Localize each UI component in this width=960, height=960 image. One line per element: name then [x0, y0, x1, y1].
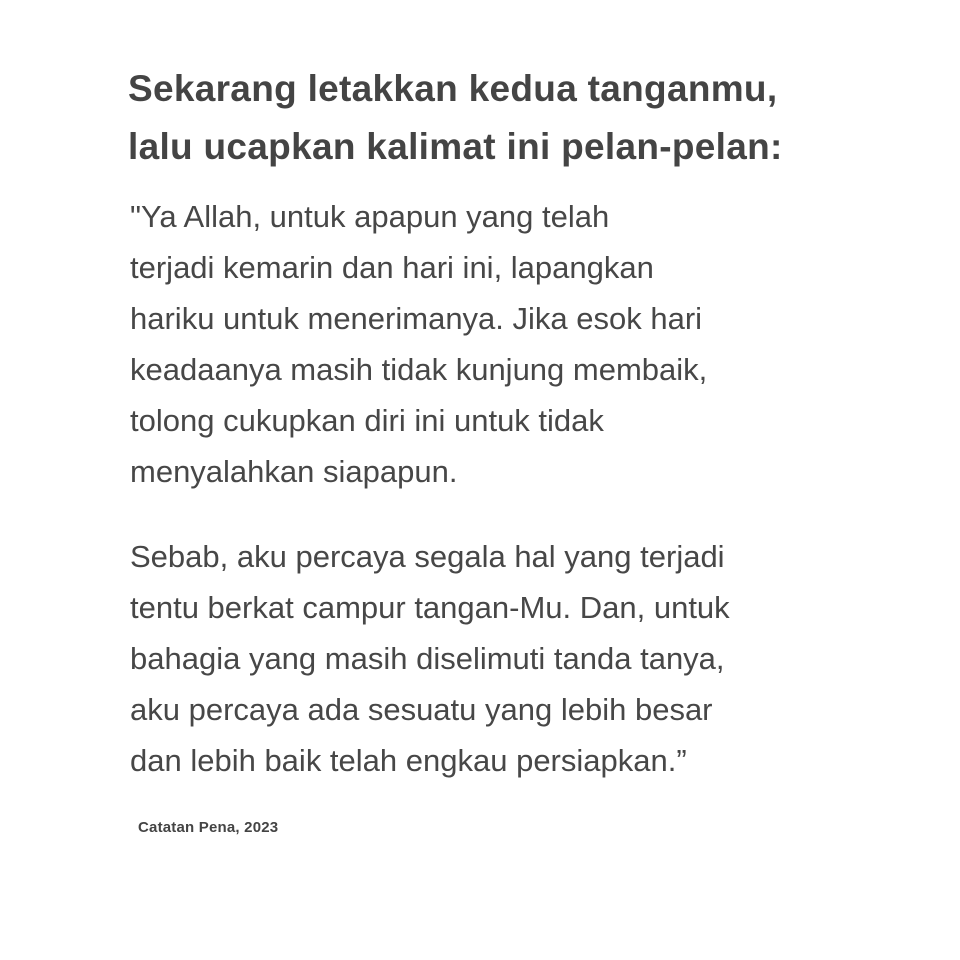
- heading-line: lalu ucapkan kalimat ini pelan-pelan:: [128, 126, 783, 167]
- closing-line: aku percaya ada sesuatu yang lebih besar: [130, 692, 713, 727]
- prayer-line: terjadi kemarin dan hari ini, lapangkan: [130, 250, 654, 285]
- closing-line: dan lebih baik telah engkau persiapkan.”: [130, 743, 687, 778]
- prayer-paragraph: [130, 191, 850, 497]
- closing-line: tentu berkat campur tangan-Mu. Dan, untuk: [130, 590, 730, 625]
- prayer-line: hariku untuk menerimanya. Jika esok hari: [130, 301, 703, 336]
- closing-line: Sebab, aku percaya segala hal yang terjadi: [130, 539, 725, 574]
- heading-line: Sekarang letakkan kedua tanganmu,: [128, 68, 778, 109]
- prayer-line: menyalahkan siapapun.: [130, 454, 458, 489]
- signature: Catatan Pena, 2023: [138, 819, 279, 836]
- heading: [128, 60, 848, 176]
- prayer-line: "Ya Allah, untuk apapun yang telah: [130, 199, 610, 234]
- prayer-line: tolong cukupkan diri ini untuk tidak: [130, 403, 604, 438]
- closing-line: bahagia yang masih diselimuti tanda tanya,: [130, 641, 725, 676]
- closing-paragraph: [130, 531, 850, 786]
- prayer-line: keadaanya masih tidak kunjung membaik,: [130, 352, 708, 387]
